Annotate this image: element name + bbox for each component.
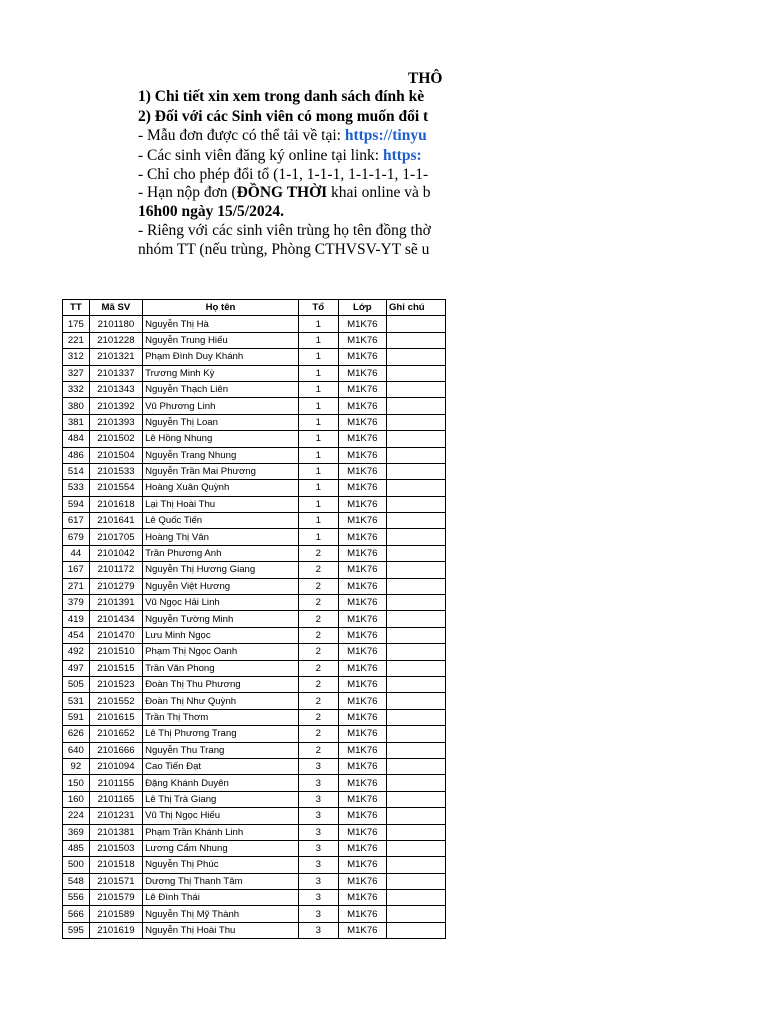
cell-group: 2	[298, 595, 338, 611]
cell-note	[386, 693, 445, 709]
cell-tt: 679	[63, 529, 90, 545]
cell-class: M1K76	[338, 742, 386, 758]
notice-deadline	[138, 184, 430, 202]
cell-tt: 175	[63, 316, 90, 332]
cell-class: M1K76	[338, 857, 386, 873]
cell-class: M1K76	[338, 349, 386, 365]
cell-tt: 500	[63, 857, 90, 873]
table-row	[63, 529, 446, 545]
cell-full-name: Nguyễn Thạch Liên	[143, 381, 299, 397]
cell-tt: 44	[63, 545, 90, 561]
cell-tt: 486	[63, 447, 90, 463]
table-row	[63, 644, 446, 660]
cell-class: M1K76	[338, 775, 386, 791]
cell-class: M1K76	[338, 316, 386, 332]
cell-group: 1	[298, 529, 338, 545]
cell-group: 2	[298, 726, 338, 742]
cell-full-name: Trần Văn Phong	[143, 660, 299, 676]
notice-title: THÔ	[408, 70, 443, 87]
table-row	[63, 381, 446, 397]
cell-note	[386, 381, 445, 397]
cell-student-id: 2101391	[89, 595, 142, 611]
header-group: Tổ	[298, 300, 338, 316]
table-row	[63, 349, 446, 365]
cell-tt: 379	[63, 595, 90, 611]
cell-group: 1	[298, 431, 338, 447]
cell-student-id: 2101504	[89, 447, 142, 463]
table-row	[63, 791, 446, 807]
header-tt: TT	[63, 300, 90, 316]
cell-note	[386, 447, 445, 463]
cell-class: M1K76	[338, 447, 386, 463]
table-row	[63, 676, 446, 692]
table-row	[63, 332, 446, 348]
table-row	[63, 578, 446, 594]
cell-note	[386, 726, 445, 742]
cell-student-id: 2101470	[89, 627, 142, 643]
cell-group: 2	[298, 709, 338, 725]
cell-tt: 533	[63, 480, 90, 496]
cell-class: M1K76	[338, 906, 386, 922]
cell-group: 2	[298, 627, 338, 643]
cell-group: 2	[298, 693, 338, 709]
table-body	[63, 316, 446, 939]
cell-student-id: 2101515	[89, 660, 142, 676]
cell-note	[386, 906, 445, 922]
cell-student-id: 2101165	[89, 791, 142, 807]
cell-group: 3	[298, 922, 338, 938]
cell-student-id: 2101343	[89, 381, 142, 397]
cell-note	[386, 545, 445, 561]
cell-class: M1K76	[338, 693, 386, 709]
cell-class: M1K76	[338, 513, 386, 529]
cell-full-name: Trương Minh Kỳ	[143, 365, 299, 381]
cell-full-name: Nguyễn Trần Mai Phương	[143, 463, 299, 479]
table-row	[63, 808, 446, 824]
cell-student-id: 2101666	[89, 742, 142, 758]
table-row	[63, 545, 446, 561]
cell-note	[386, 627, 445, 643]
cell-tt: 556	[63, 890, 90, 906]
cell-class: M1K76	[338, 890, 386, 906]
cell-group: 3	[298, 890, 338, 906]
cell-student-id: 2101554	[89, 480, 142, 496]
table-row	[63, 496, 446, 512]
cell-note	[386, 316, 445, 332]
cell-student-id: 2101434	[89, 611, 142, 627]
cell-group: 2	[298, 578, 338, 594]
cell-group: 3	[298, 840, 338, 856]
cell-class: M1K76	[338, 922, 386, 938]
cell-student-id: 2101094	[89, 758, 142, 774]
cell-tt: 514	[63, 463, 90, 479]
cell-student-id: 2101579	[89, 890, 142, 906]
cell-group: 2	[298, 660, 338, 676]
cell-student-id: 2101705	[89, 529, 142, 545]
cell-student-id: 2101172	[89, 562, 142, 578]
cell-tt: 381	[63, 414, 90, 430]
cell-class: M1K76	[338, 431, 386, 447]
cell-student-id: 2101552	[89, 693, 142, 709]
cell-tt: 595	[63, 922, 90, 938]
cell-full-name: Lê Đình Thái	[143, 890, 299, 906]
cell-tt: 160	[63, 791, 90, 807]
table-row	[63, 398, 446, 414]
header-full-name: Họ tên	[143, 300, 299, 316]
student-roster-table	[62, 299, 446, 939]
cell-tt: 492	[63, 644, 90, 660]
cell-class: M1K76	[338, 840, 386, 856]
cell-student-id: 2101321	[89, 349, 142, 365]
cell-student-id: 2101337	[89, 365, 142, 381]
cell-class: M1K76	[338, 578, 386, 594]
cell-class: M1K76	[338, 562, 386, 578]
cell-group: 2	[298, 611, 338, 627]
cell-class: M1K76	[338, 365, 386, 381]
cell-tt: 332	[63, 381, 90, 397]
cell-tt: 150	[63, 775, 90, 791]
cell-tt: 566	[63, 906, 90, 922]
cell-tt: 454	[63, 627, 90, 643]
cell-full-name: Lê Hồng Nhung	[143, 431, 299, 447]
cell-class: M1K76	[338, 398, 386, 414]
cell-tt: 312	[63, 349, 90, 365]
cell-tt: 591	[63, 709, 90, 725]
cell-tt: 531	[63, 693, 90, 709]
cell-group: 1	[298, 316, 338, 332]
cell-note	[386, 562, 445, 578]
cell-class: M1K76	[338, 627, 386, 643]
cell-full-name: Vũ Ngọc Hải Linh	[143, 595, 299, 611]
cell-note	[386, 431, 445, 447]
cell-full-name: Nguyễn Trung Hiếu	[143, 332, 299, 348]
table-row	[63, 562, 446, 578]
cell-note	[386, 349, 445, 365]
cell-student-id: 2101502	[89, 431, 142, 447]
cell-student-id: 2101042	[89, 545, 142, 561]
cell-full-name: Lê Thị Phương Trang	[143, 726, 299, 742]
cell-group: 3	[298, 824, 338, 840]
cell-note	[386, 857, 445, 873]
cell-full-name: Lại Thị Hoài Thu	[143, 496, 299, 512]
cell-tt: 626	[63, 726, 90, 742]
cell-class: M1K76	[338, 676, 386, 692]
cell-note	[386, 890, 445, 906]
cell-student-id: 2101180	[89, 316, 142, 332]
table-row	[63, 758, 446, 774]
cell-full-name: Nguyễn Thị Hương Giang	[143, 562, 299, 578]
cell-full-name: Vũ Phương Linh	[143, 398, 299, 414]
cell-note	[386, 398, 445, 414]
cell-student-id: 2101652	[89, 726, 142, 742]
cell-group: 3	[298, 906, 338, 922]
cell-student-id: 2101228	[89, 332, 142, 348]
cell-tt: 92	[63, 758, 90, 774]
cell-student-id: 2101503	[89, 840, 142, 856]
cell-student-id: 2101615	[89, 709, 142, 725]
cell-group: 1	[298, 365, 338, 381]
cell-class: M1K76	[338, 414, 386, 430]
cell-student-id: 2101523	[89, 676, 142, 692]
header-note: Ghi chú	[386, 300, 445, 316]
cell-tt: 505	[63, 676, 90, 692]
cell-student-id: 2101393	[89, 414, 142, 430]
notice-item-1: 1) Chi tiết xin xem trong danh sách đính kè	[138, 88, 425, 105]
cell-tt: 594	[63, 496, 90, 512]
cell-note	[386, 611, 445, 627]
cell-full-name: Nguyễn Việt Hương	[143, 578, 299, 594]
notice-duplicate-name: - Riêng với các sinh viên trùng họ tên đồng thờ	[138, 222, 431, 239]
cell-group: 3	[298, 857, 338, 873]
cell-full-name: Nguyễn Thị Hà	[143, 316, 299, 332]
cell-student-id: 2101589	[89, 906, 142, 922]
cell-group: 3	[298, 758, 338, 774]
cell-full-name: Đoàn Thị Như Quỳnh	[143, 693, 299, 709]
cell-note	[386, 660, 445, 676]
cell-student-id: 2101231	[89, 808, 142, 824]
cell-group: 3	[298, 791, 338, 807]
cell-full-name: Nguyễn Thị Hoài Thu	[143, 922, 299, 938]
cell-student-id: 2101533	[89, 463, 142, 479]
cell-full-name: Nguyễn Thị Loan	[143, 414, 299, 430]
cell-full-name: Hoàng Thị Vân	[143, 529, 299, 545]
cell-full-name: Đoàn Thị Thu Phương	[143, 676, 299, 692]
cell-class: M1K76	[338, 381, 386, 397]
cell-note	[386, 808, 445, 824]
cell-group: 1	[298, 381, 338, 397]
cell-class: M1K76	[338, 529, 386, 545]
cell-note	[386, 480, 445, 496]
cell-group: 2	[298, 545, 338, 561]
notice-deadline-bold: ĐỒNG THỜI	[236, 184, 328, 201]
cell-group: 3	[298, 775, 338, 791]
cell-full-name: Nguyễn Thị Mỹ Thành	[143, 906, 299, 922]
cell-class: M1K76	[338, 709, 386, 725]
cell-student-id: 2101510	[89, 644, 142, 660]
table-row	[63, 726, 446, 742]
table-row	[63, 660, 446, 676]
cell-group: 1	[298, 447, 338, 463]
cell-class: M1K76	[338, 660, 386, 676]
table-row	[63, 906, 446, 922]
cell-full-name: Đặng Khánh Duyên	[143, 775, 299, 791]
table-row	[63, 890, 446, 906]
cell-full-name: Phạm Thị Ngọc Oanh	[143, 644, 299, 660]
notice-group-change-rule: - Chỉ cho phép đổi tổ (1-1, 1-1-1, 1-1-1-1, 1-1-	[138, 166, 429, 183]
header-class: Lớp	[338, 300, 386, 316]
cell-full-name: Lê Quốc Tiến	[143, 513, 299, 529]
table-row	[63, 775, 446, 791]
cell-student-id: 2101381	[89, 824, 142, 840]
cell-full-name: Lê Thị Trà Giang	[143, 791, 299, 807]
notice-online-register-text: - Các sinh viên đăng ký online tại link:	[138, 147, 383, 164]
cell-full-name: Nguyễn Thị Phúc	[143, 857, 299, 873]
cell-tt: 380	[63, 398, 90, 414]
cell-tt: 617	[63, 513, 90, 529]
cell-student-id: 2101571	[89, 873, 142, 889]
cell-class: M1K76	[338, 644, 386, 660]
cell-full-name: Cao Tiến Đạt	[143, 758, 299, 774]
cell-note	[386, 922, 445, 938]
cell-class: M1K76	[338, 595, 386, 611]
cell-tt: 484	[63, 431, 90, 447]
cell-tt: 369	[63, 824, 90, 840]
cell-student-id: 2101155	[89, 775, 142, 791]
notice-duplicate-name-cont: nhóm TT (nếu trùng, Phòng CTHVSV-YT sẽ u	[138, 241, 430, 258]
cell-note	[386, 529, 445, 545]
online-register-link[interactable]: https:	[382, 147, 422, 164]
table-row	[63, 693, 446, 709]
table-row	[63, 857, 446, 873]
table-row	[63, 709, 446, 725]
cell-student-id: 2101619	[89, 922, 142, 938]
table-row	[63, 627, 446, 643]
cell-full-name: Trần Phương Anh	[143, 545, 299, 561]
cell-group: 3	[298, 808, 338, 824]
cell-full-name: Phạm Đình Duy Khánh	[143, 349, 299, 365]
cell-group: 3	[298, 873, 338, 889]
cell-tt: 485	[63, 840, 90, 856]
cell-group: 1	[298, 332, 338, 348]
cell-full-name: Phạm Trần Khánh Linh	[143, 824, 299, 840]
notice-deadline-time: 16h00 ngày 15/5/2024.	[138, 203, 284, 220]
cell-class: M1K76	[338, 791, 386, 807]
cell-full-name: Lưu Minh Ngọc	[143, 627, 299, 643]
cell-tt: 221	[63, 332, 90, 348]
notice-deadline-suffix: khai online và b	[327, 184, 431, 201]
cell-tt: 327	[63, 365, 90, 381]
cell-student-id: 2101279	[89, 578, 142, 594]
table-row	[63, 480, 446, 496]
notice-online-register	[138, 147, 422, 165]
cell-note	[386, 496, 445, 512]
cell-group: 1	[298, 349, 338, 365]
cell-note	[386, 644, 445, 660]
cell-class: M1K76	[338, 873, 386, 889]
cell-group: 1	[298, 398, 338, 414]
table-row	[63, 316, 446, 332]
cell-group: 1	[298, 496, 338, 512]
cell-note	[386, 578, 445, 594]
cell-student-id: 2101392	[89, 398, 142, 414]
cell-class: M1K76	[338, 332, 386, 348]
cell-note	[386, 775, 445, 791]
cell-group: 2	[298, 676, 338, 692]
cell-note	[386, 332, 445, 348]
cell-class: M1K76	[338, 496, 386, 512]
cell-group: 1	[298, 513, 338, 529]
cell-note	[386, 463, 445, 479]
cell-class: M1K76	[338, 463, 386, 479]
table-row	[63, 365, 446, 381]
cell-full-name: Nguyễn Tường Minh	[143, 611, 299, 627]
header-student-id: Mã SV	[89, 300, 142, 316]
cell-tt: 167	[63, 562, 90, 578]
table-row	[63, 431, 446, 447]
cell-note	[386, 709, 445, 725]
cell-note	[386, 595, 445, 611]
table-header-row	[63, 300, 446, 316]
table-row	[63, 840, 446, 856]
cell-full-name: Dương Thị Thanh Tâm	[143, 873, 299, 889]
cell-note	[386, 676, 445, 692]
cell-class: M1K76	[338, 726, 386, 742]
notice-form-download-text: - Mẫu đơn được có thể tải về tại:	[138, 127, 345, 144]
table-row	[63, 447, 446, 463]
cell-group: 2	[298, 742, 338, 758]
cell-note	[386, 365, 445, 381]
cell-tt: 640	[63, 742, 90, 758]
cell-note	[386, 840, 445, 856]
table-row	[63, 595, 446, 611]
cell-class: M1K76	[338, 611, 386, 627]
table-row	[63, 611, 446, 627]
cell-full-name: Nguyễn Trang Nhung	[143, 447, 299, 463]
notice-item-2: 2) Đối với các Sinh viên có mong muốn đổi t	[138, 108, 429, 125]
cell-note	[386, 742, 445, 758]
cell-full-name: Trần Thị Thơm	[143, 709, 299, 725]
cell-class: M1K76	[338, 480, 386, 496]
table-row	[63, 513, 446, 529]
table-row	[63, 414, 446, 430]
cell-group: 1	[298, 463, 338, 479]
cell-note	[386, 791, 445, 807]
cell-student-id: 2101518	[89, 857, 142, 873]
notice-deadline-prefix: - Hạn nộp đơn (	[138, 184, 237, 201]
table-row	[63, 922, 446, 938]
cell-group: 2	[298, 562, 338, 578]
notice-form-download	[138, 127, 427, 145]
cell-tt: 548	[63, 873, 90, 889]
cell-tt: 497	[63, 660, 90, 676]
cell-note	[386, 414, 445, 430]
cell-class: M1K76	[338, 824, 386, 840]
cell-group: 1	[298, 414, 338, 430]
cell-group: 2	[298, 644, 338, 660]
cell-full-name: Vũ Thị Ngọc Hiếu	[143, 808, 299, 824]
cell-student-id: 2101641	[89, 513, 142, 529]
cell-note	[386, 758, 445, 774]
cell-student-id: 2101618	[89, 496, 142, 512]
cell-full-name: Hoàng Xuân Quỳnh	[143, 480, 299, 496]
cell-note	[386, 513, 445, 529]
cell-group: 1	[298, 480, 338, 496]
table-row	[63, 873, 446, 889]
form-download-link[interactable]: https://tinyu	[344, 127, 427, 144]
cell-note	[386, 824, 445, 840]
cell-class: M1K76	[338, 758, 386, 774]
cell-class: M1K76	[338, 808, 386, 824]
cell-class: M1K76	[338, 545, 386, 561]
table-row	[63, 463, 446, 479]
cell-note	[386, 873, 445, 889]
cell-tt: 419	[63, 611, 90, 627]
cell-tt: 271	[63, 578, 90, 594]
table-row	[63, 742, 446, 758]
cell-full-name: Lương Cẩm Nhung	[143, 840, 299, 856]
cell-full-name: Nguyễn Thu Trang	[143, 742, 299, 758]
cell-tt: 224	[63, 808, 90, 824]
table-row	[63, 824, 446, 840]
